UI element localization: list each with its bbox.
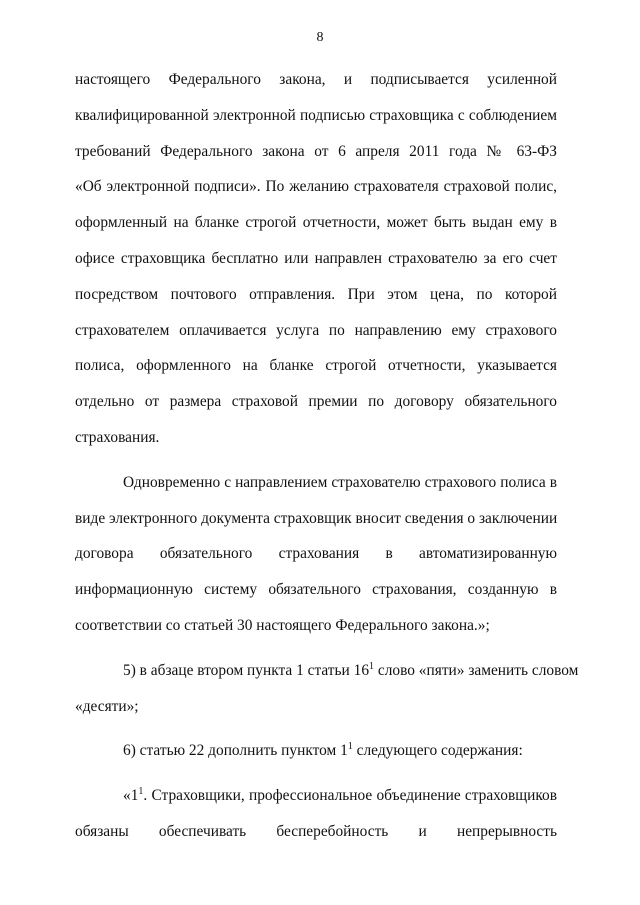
text-line: отдельно от размера страховой премии по договору обязательного: [75, 393, 557, 411]
text-line: «десяти»;: [75, 697, 139, 715]
text-fragment: 6) статью 22 дополнить пунктом 1: [123, 742, 348, 760]
paragraph-item-5: [75, 653, 579, 725]
text-fragment: слово «пяти» заменить словом: [374, 661, 579, 679]
paragraph-item-6: [75, 733, 557, 769]
page-number: 8: [316, 30, 324, 45]
text-fragment: . Страховщики, профессиональное объединение страховщиков: [143, 787, 557, 805]
paragraph-ais-registration: [75, 465, 557, 644]
paragraph-clause-1-1: [75, 778, 557, 850]
text-line: договора обязательного страхования в автоматизированную: [75, 545, 557, 563]
text-fragment: 5) в абзаце втором пункта 1 статьи 16: [123, 661, 370, 679]
text-line: квалифицированной электронной подписью страховщика с соблюдением: [75, 106, 557, 124]
text-line: [75, 778, 557, 814]
text-line: страхователем оплачивается услуга по направлению ему страхового: [75, 321, 557, 339]
text-line: настоящего Федерального закона, и подписывается усиленной: [75, 71, 557, 88]
text-line: информационную систему обязательного страхования, созданную в: [75, 581, 557, 599]
text-line: Одновременно с направлением страхователю страхового полиса в: [123, 473, 557, 491]
text-line: офисе страховщика бесплатно или направлен страхователю за его счет: [75, 249, 557, 267]
text-fragment: «1: [123, 787, 139, 805]
document-body: [75, 62, 579, 850]
paragraph-policy-issuance: [75, 62, 557, 456]
text-line: [75, 653, 579, 689]
text-line: «Об электронной подписи». По желанию страхователя страховой полис,: [75, 178, 557, 196]
text-line: [75, 733, 557, 769]
superscript: 1: [347, 741, 353, 753]
text-line: обязаны обеспечивать бесперебойность и непрерывность: [75, 822, 557, 840]
text-line: виде электронного документа страховщик вносит сведения о заключении: [75, 509, 558, 527]
text-line: страхования.: [75, 428, 160, 446]
text-fragment: следующего содержания:: [352, 742, 523, 760]
superscript: 1: [138, 786, 144, 798]
text-line: полиса, оформленного на бланке строгой отчетности, указывается: [75, 357, 557, 375]
superscript: 1: [369, 660, 375, 672]
text-line: соответствии со статьей 30 настоящего Федерального закона.»;: [75, 616, 490, 634]
text-line: требований Федерального закона от 6 апреля 2011 года № 63-ФЗ: [75, 142, 557, 160]
text-line: посредством почтового отправления. При этом цена, по которой: [75, 285, 557, 303]
text-line: оформленный на бланке строгой отчетности, может быть выдан ему в: [75, 214, 557, 232]
